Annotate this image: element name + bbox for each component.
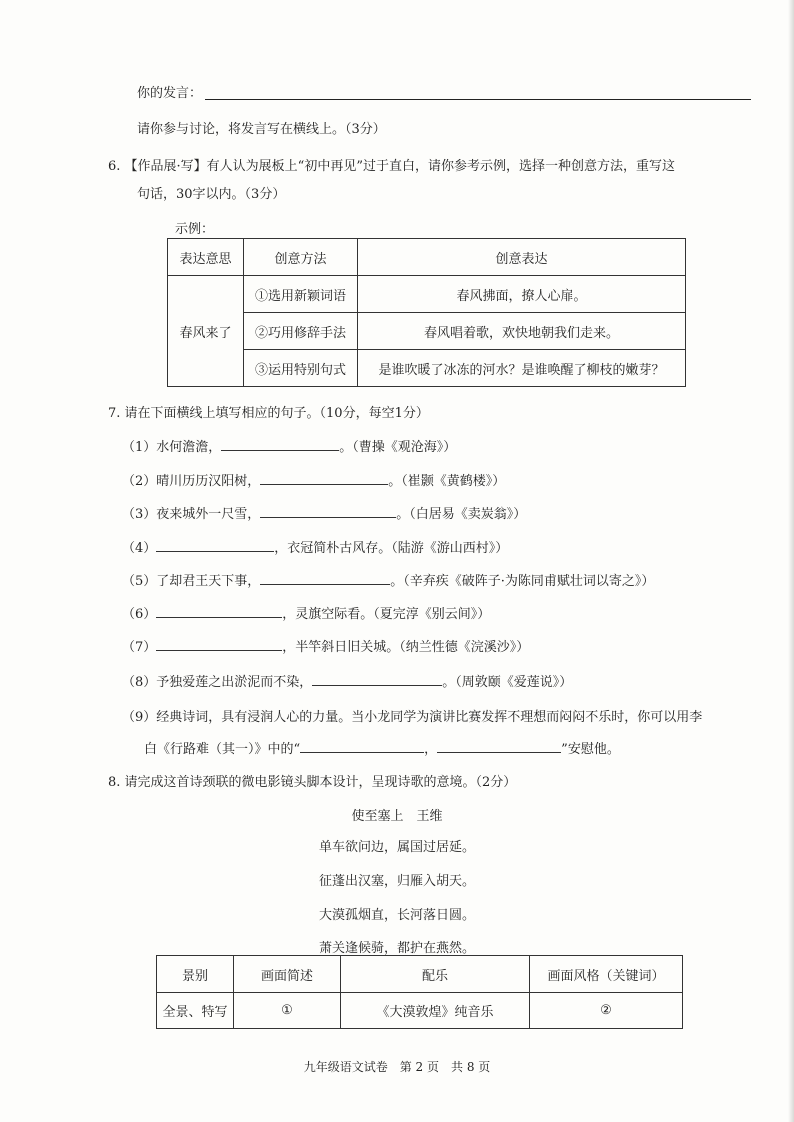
item-pre: 晴川历历汉阳树， (156, 474, 261, 489)
q7-item-2 (122, 470, 505, 489)
answer-blank[interactable] (260, 503, 396, 518)
answer-blank[interactable] (260, 570, 390, 585)
q7-item-5 (122, 570, 654, 589)
item-post: 。（白居易《卖炭翁》） (396, 507, 527, 522)
header-description: 画面简述 (234, 956, 341, 993)
poem-line-4: 萧关逢候骑，都护在燕然。 (318, 941, 475, 956)
cell-expression-2: 春风唱着歌，欢快地朝我们走来。 (358, 313, 686, 350)
item-number: （6） (122, 607, 157, 622)
answer-blank[interactable] (156, 636, 282, 651)
q7-item-9-line1: （9）经典诗词，具有浸润人心的力量。当小龙同学为演讲比赛发挥不理想而闷闷不乐时，你可以用李 (122, 710, 703, 725)
header-shot: 景别 (157, 956, 234, 993)
example-table (167, 238, 686, 387)
discussion-instruction: 请你参与讨论，将发言写在横线上。（3分） (137, 122, 386, 137)
item-pre: 夜来城外一尺雪， (156, 507, 261, 522)
cell-method-3: ③运用特别句式 (244, 350, 358, 387)
item-post: 。（周敦颐《爱莲说》） (442, 675, 573, 690)
item-post: ，衣冠简朴古风存。（陆游《游山西村》） (274, 541, 509, 556)
header-method: 创意方法 (244, 239, 358, 276)
poem-line-3: 大漠孤烟直，长河落日圆。 (318, 908, 475, 923)
item-pre: 水何澹澹， (156, 440, 222, 455)
item-pre: 了却君王天下事， (156, 574, 261, 589)
item-number: （1） (122, 440, 157, 455)
answer-blank[interactable] (156, 537, 274, 552)
speech-label: 你的发言： (137, 86, 203, 101)
item-post: 。（辛弃疾《破阵子·为陈同甫赋壮词以寄之》） (390, 574, 655, 589)
item-number: （8） (122, 675, 157, 690)
item-pre: 白《行路难（其一）》中的“ (144, 742, 301, 757)
cell-description-blank[interactable]: ① (234, 993, 341, 1029)
poem-line-2: 征蓬出汉塞，归雁入胡天。 (318, 874, 475, 889)
q7-title: 7. 请在下面横线上填写相应的句子。（10分，每空1分） (108, 406, 429, 421)
cell-meaning: 春风来了 (168, 276, 244, 387)
q7-item-4 (122, 537, 508, 556)
page-footer: 九年级语文试卷 第 2 页 共 8 页 (303, 1060, 491, 1074)
script-table (156, 955, 683, 1029)
item-number: （3） (122, 507, 157, 522)
q7-item-7 (122, 636, 529, 655)
cell-music: 《大漠敦煌》纯音乐 (341, 993, 530, 1029)
q7-item-1 (122, 436, 456, 455)
example-label: 示例： (175, 222, 215, 237)
item-post: ，半竿斜日旧关城。（纳兰性德《浣溪沙》） (282, 640, 530, 655)
q7-item-8 (122, 671, 572, 690)
cell-method-1: ①选用新颖词语 (244, 276, 358, 313)
cell-expression-3: 是谁吹暖了冰冻的河水？是谁唤醒了柳枝的嫩芽？ (358, 350, 686, 387)
answer-blank[interactable] (260, 470, 388, 485)
item-post: 。（崔颢《黄鹤楼》） (388, 474, 506, 489)
item-pre: 予独爱莲之出淤泥而不染， (156, 675, 313, 690)
item-number: （4） (122, 541, 157, 556)
item-post: ”安慰他。 (561, 742, 620, 757)
q7-item-3 (122, 503, 526, 522)
answer-blank[interactable] (156, 603, 282, 618)
q7-item-6 (122, 603, 490, 622)
item-number: （2） (122, 474, 157, 489)
item-post: ，灵旗空际看。（夏完淳《别云间》） (282, 607, 491, 622)
item-number: （5） (122, 574, 157, 589)
answer-blank[interactable] (300, 738, 424, 753)
cell-style-blank[interactable]: ② (530, 993, 683, 1029)
item-post: 。（曹操《观沧海》） (339, 440, 457, 455)
q6-text-line1: 6. 【作品展·写】有人认为展板上“初中再见”过于直白，请你参考示例，选择一种创意方法，重写这 (108, 159, 675, 174)
item-number: （7） (122, 640, 157, 655)
q7-item-9-line2 (144, 738, 620, 757)
header-expression: 创意表达 (358, 239, 686, 276)
answer-blank[interactable] (221, 436, 339, 451)
poem-title: 使至塞上 王维 (351, 809, 443, 824)
cell-shot: 全景、特写 (157, 993, 234, 1029)
header-style: 画面风格（关键词） (530, 956, 683, 993)
q6-text-line2: 句话，30字以内。（3分） (137, 187, 286, 202)
cell-expression-1: 春风拂面，撩人心扉。 (358, 276, 686, 313)
header-music: 配乐 (341, 956, 530, 993)
cell-method-2: ②巧用修辞手法 (244, 313, 358, 350)
header-meaning: 表达意思 (168, 239, 244, 276)
q8-title: 8. 请完成这首诗颈联的微电影镜头脚本设计，呈现诗歌的意境。（2分） (108, 775, 517, 790)
speech-prompt (137, 82, 202, 101)
item-separator: ， (424, 742, 438, 757)
answer-blank[interactable] (312, 671, 442, 686)
answer-blank[interactable] (437, 738, 561, 753)
speech-answer-line[interactable] (205, 99, 751, 100)
poem-line-1: 单车欲问边，属国过居延。 (318, 840, 475, 855)
